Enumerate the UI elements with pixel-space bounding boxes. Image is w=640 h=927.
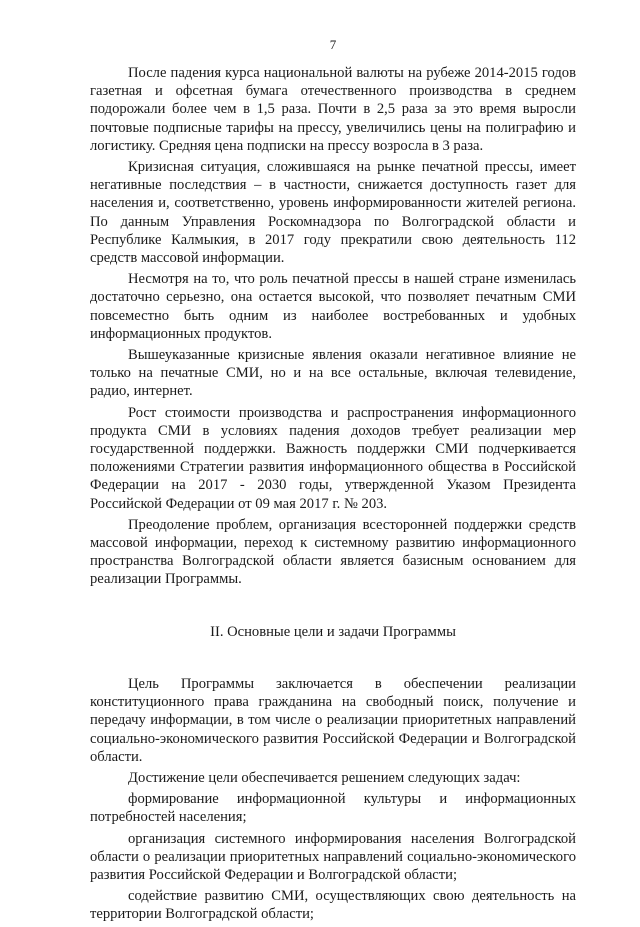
paragraph-program-goal: Цель Программы заключается в обеспечении реализации конституционного права гражданина на свободный поиск, получение и передачу информации, в том числе о реализации приоритетных направлений социально-экономического развития Российской Федерации и Волгоградской области. <box>90 675 576 765</box>
paragraph-tasks-intro: Достижение цели обеспечивается решением следующих задач: <box>128 769 521 786</box>
document-body <box>90 64 576 927</box>
paragraph-press-role: Несмотря на то, что роль печатной прессы в нашей стране изменилась достаточно серьезно, она остается высокой, что позволяет печатным СМИ повсеместно быть одним из наиболее востребованных и удобных информационных продуктов. <box>90 271 576 342</box>
paragraph-currency-fall: После падения курса национальной валюты на рубеже 2014-2015 годов газетная и офсетная бумага отечественного производства в среднем подорожали более чем в 1,5 раза. Почти в 2,5 раза за это время выросли почтовые подписные тарифы на прессу, увеличились цены на полиграфию и логистику. Средняя цена подписки на прессу возросла в 3 раза. <box>90 65 576 154</box>
paragraph-crisis-impact: Вышеуказанные кризисные явления оказали негативное влияние не только на печатные СМИ, но и на все остальные, включая телевидение, радио, интернет. <box>90 347 576 400</box>
task-item-media-support: содействие развитию СМИ, осуществляющих свою деятельность на территории Волгоградской области; <box>90 888 576 923</box>
paragraph-crisis-situation: Кризисная ситуация, сложившаяся на рынке печатной прессы, имеет негативные последствия – в частности, снижается доступность газет для населения и, соответственно, уровень информированности жителей региона. По данным Управления Роскомнадзора по Волгоградской области и Республике Калмыкия, в 2017 году прекратили свою деятельность 112 средств массовой информации. <box>90 159 576 267</box>
paragraph-cost-growth: Рост стоимости производства и распространения информационного продукта СМИ в условиях падения доходов требует реализации мер государственной поддержки. Важность поддержки СМИ подчеркивается положениями Стратегии развития информационного общества в Российской Федерации на 2017 - 2030 годы, утвержденной Указом Президента Российской Федерации от 09 мая 2017 г. № 203. <box>90 404 576 512</box>
task-item-culture: формирование информационной культуры и информационных потребностей населения; <box>90 791 576 826</box>
section-heading: II. Основные цели и задачи Программы <box>210 623 456 640</box>
page-number: 7 <box>329 37 337 52</box>
paragraph-overcoming-problems: Преодоление проблем, организация всесторонней поддержки средств массовой информации, переход к системному развитию информационного пространства Волгоградской области является базисным основанием для реализации Программы. <box>90 516 576 588</box>
task-item-informing: организация системного информирования населения Волгоградской области о реализации приоритетных направлений социально-экономического развития Российской Федерации и Волгоградской области; <box>90 830 576 883</box>
